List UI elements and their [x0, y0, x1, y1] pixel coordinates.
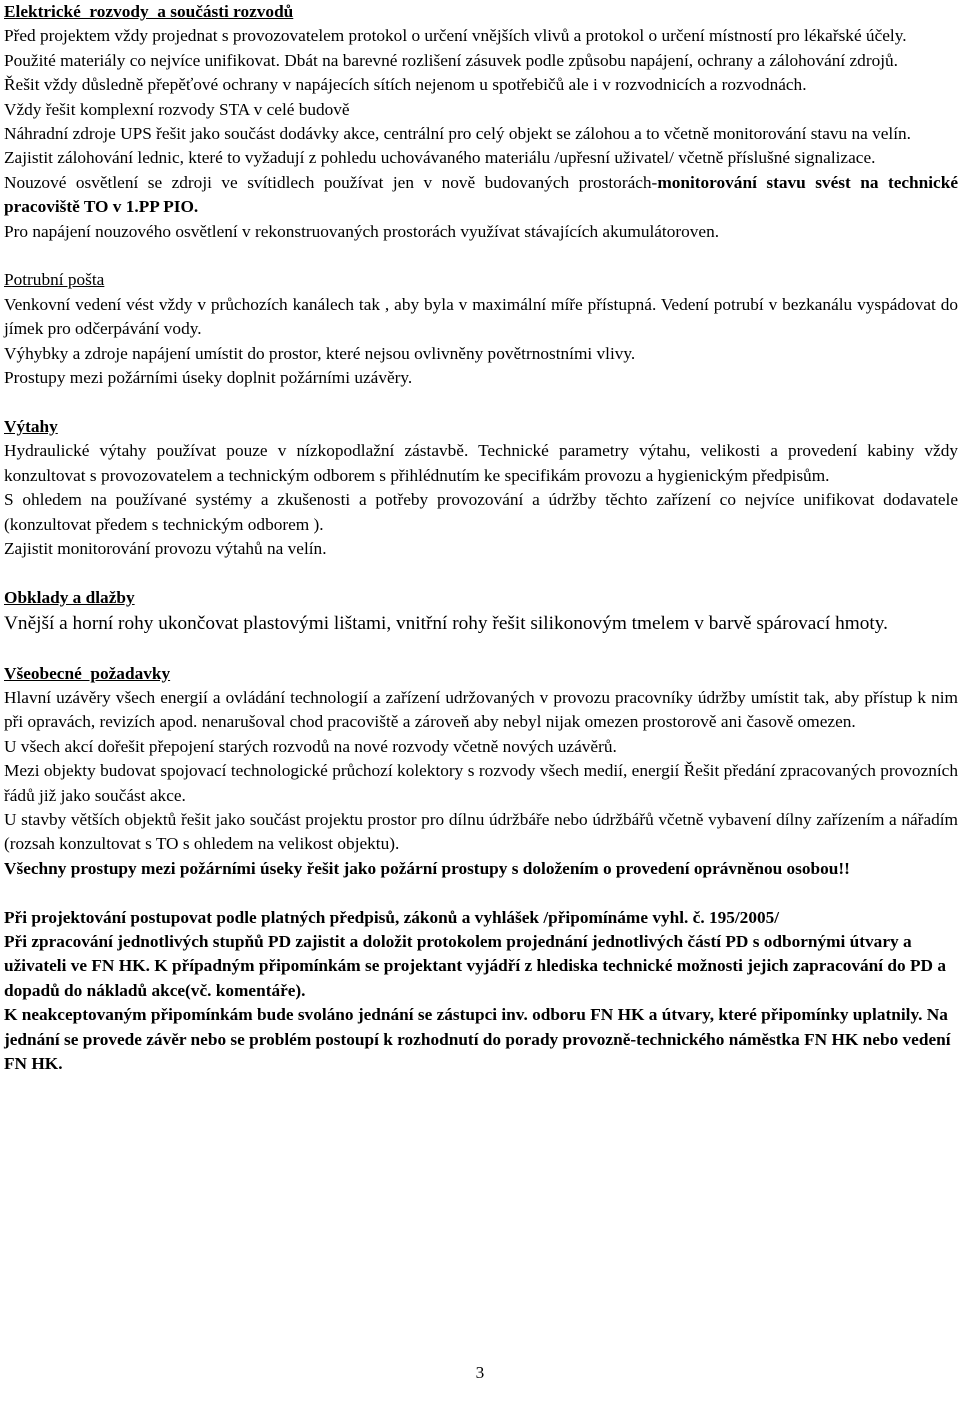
spacer [4, 561, 958, 585]
paragraph-bold: Při zpracování jednotlivých stupňů PD zajistit a doložit protokolem projednání jednotlivých částí PD s odbornými útvary a uživateli ve FN HK. K případným připomínkám se projektant vyjádří z hlediska technické možnosti jejich zapracování do PD a dopadů do nákladů akce(vč. komentáře). [4, 931, 946, 1000]
paragraph-text: Nouzové osvětlení se zdroji ve svítidlech používat jen v nově budovaných prostorách- [4, 172, 658, 192]
page-number: 3 [475, 1363, 485, 1382]
paragraph: U všech akcí dořešit přepojení starých rozvodů na nové rozvody včetně nových uzávěrů. [4, 736, 617, 756]
heading-vseobecne-pozadavky: Všeobecné požadavky [4, 663, 171, 683]
heading-vytahy: Výtahy [4, 416, 58, 436]
spacer [4, 244, 958, 268]
spacer [4, 637, 958, 661]
paragraph: Před projektem vždy projednat s provozovatelem protokol o určení vnějších vlivů a protokol o určení místností pro lékařské účely. [4, 26, 907, 46]
spacer [4, 390, 958, 414]
paragraph-bold: Při projektování postupovat podle platných předpisů, zákonů a vyhlášek /připomínáme vyhl. č. 195/2005/ [4, 907, 780, 927]
paragraph: Prostupy mezi požárními úseky doplnit požárními uzávěry. [4, 368, 413, 388]
bold-text: monitorování stavu svést na technické pracoviště TO v 1.PP PIO. [4, 172, 959, 217]
paragraph: Hydraulické výtahy používat pouze v nízkopodlažní zástavbě. Technické parametry výtahu, velikosti a provedení kabiny vždy konzultovat s provozovatelem a technickým odborem s přihlédnutím ke specifikám provozu a hygienickým předpisům. [4, 441, 958, 485]
heading-obklady: Obklady a dlažby [4, 587, 135, 607]
paragraph: S ohledem na používané systémy a zkušenosti a potřeby provozování a údržby těchto zařízení co nejvíce unifikovat dodavatele (konzultovat předem s technickým odborem ). [4, 490, 958, 534]
paragraph: Zajistit monitorování provozu výtahů na velín. [4, 538, 327, 558]
heading-potrubni-posta: Potrubní pošta [4, 270, 105, 290]
paragraph: Hlavní uzávěry všech energií a ovládání technologií a zařízení udržovaných v provozu pracovníky údržby umístit tak, aby přístup k nim při opravách, revizích apod. nenarušoval chod pracoviště a zároveň aby nebyl nijak omezen prostorově ani časově omezen. [4, 687, 958, 732]
paragraph-bold: Všechny prostupy mezi požárními úseky řešit jako požární prostupy s doložením o provedení oprávněnou osobou!! [4, 858, 850, 878]
paragraph: Pro napájení nouzového osvětlení v rekonstruovaných prostorách využívat stávajících akumulátoroven. [4, 221, 720, 241]
paragraph: Řešit vždy důsledně přepěťové ochrany v napájecích sítích nejenom u spotřebičů ale i v rozvodnicích a rozvodnách. [4, 75, 807, 95]
heading-elektricke-rozvody: Elektrické rozvody a součásti rozvodů [4, 2, 294, 21]
document-page [4, 0, 958, 1076]
paragraph: Mezi objekty budovat spojovací technologické průchozí kolektory s rozvody všech medií, energií Řešit předání zpracovaných provozních řádů již jako součást akce. [4, 761, 958, 805]
paragraph-nouzove-osvetleni [4, 171, 958, 220]
paragraph: U stavby větších objektů řešit jako součást projektu prostor pro dílnu údržbáře nebo údržbářů včetně vybavení dílny zařízením a nářadím (rozsah konzultovat s TO s ohledem na velikost objektu). [4, 809, 958, 854]
paragraph: Náhradní zdroje UPS řešit jako součást dodávky akce, centrální pro celý objekt se zálohou a to včetně monitorování stavu na velín. [4, 124, 911, 144]
paragraph: Venkovní vedení vést vždy v průchozích kanálech tak , aby byla v maximální míře přístupná. Vedení potrubí v bezkanálu vyspádovat do jímek pro odčerpávání vody. [4, 294, 958, 339]
paragraph: Výhybky a zdroje napájení umístit do prostor, které nejsou ovlivněny povětrnostními vlivy. [4, 343, 636, 363]
paragraph: Zajistit zálohování lednic, které to vyžadují z pohledu uchovávaného materiálu /upřesní uživatel/ včetně příslušné signalizace. [4, 148, 876, 168]
paragraph: Použité materiály co nejvíce unifikovat. Dbát na barevné rozlišení zásuvek podle způsobu napájení, ochrany a zálohování zdrojů. [4, 50, 898, 70]
paragraph: Vždy řešit komplexní rozvody STA v celé budově [4, 99, 350, 119]
paragraph-bold: K neakceptovaným připomínkám bude svoláno jednání se zástupci inv. odboru FN HK a útvary, které připomínky uplatnily. Na jednání se provede závěr nebo se problém postoupí k rozhodnutí do porady provozně-technického náměstka FN HK nebo vedení FN HK. [4, 1005, 951, 1073]
spacer [4, 881, 958, 905]
paragraph: Vnější a horní rohy ukončovat plastovými lištami, vnitřní rohy řešit silikonovým tmelem v barvě spárovací hmoty. [4, 613, 888, 635]
